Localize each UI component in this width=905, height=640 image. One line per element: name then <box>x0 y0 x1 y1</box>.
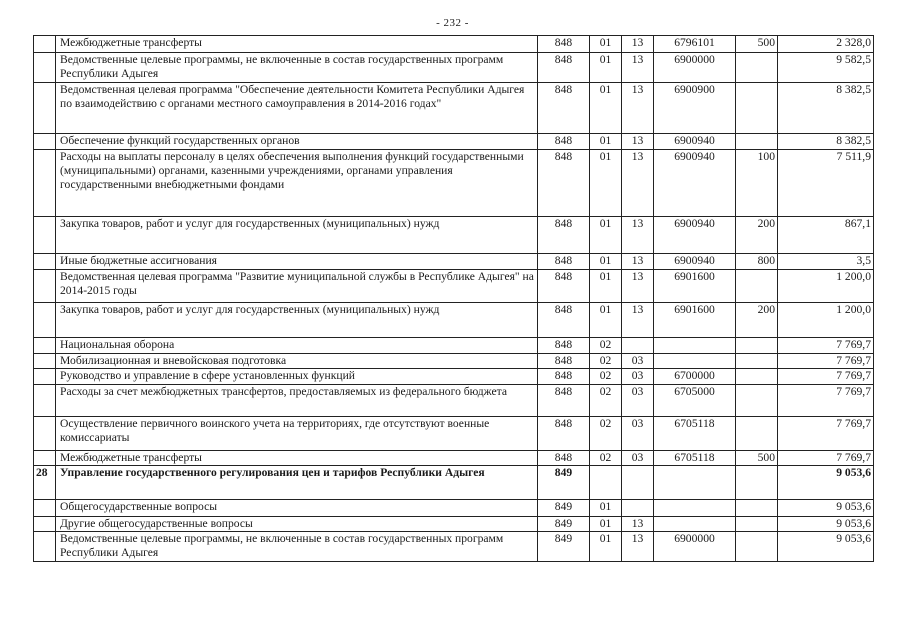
row-number-cell <box>34 303 56 338</box>
expense-type-code-cell <box>736 53 778 83</box>
table-row <box>34 217 874 254</box>
row-number-cell <box>34 369 56 385</box>
item-name-cell: Руководство и управление в сфере установленных функций <box>56 369 538 385</box>
expense-type-code-cell <box>736 134 778 150</box>
expense-type-code-cell <box>736 369 778 385</box>
amount-cell: 9 053,6 <box>778 532 874 562</box>
subsection-code-cell: 03 <box>622 417 654 451</box>
item-name-cell: Ведомственные целевые программы, не включенные в состав государственных программ Республики Адыгея <box>56 532 538 562</box>
row-number-cell <box>34 500 56 517</box>
table-row <box>34 451 874 466</box>
section-code-cell: 01 <box>590 517 622 532</box>
target-article-code-cell: 6901600 <box>654 270 736 303</box>
table-row <box>34 150 874 217</box>
row-number-cell <box>34 150 56 217</box>
target-article-code-cell <box>654 500 736 517</box>
amount-cell: 7 769,7 <box>778 385 874 417</box>
target-article-code-cell: 6900940 <box>654 150 736 217</box>
table-row <box>34 354 874 369</box>
department-code-cell: 848 <box>538 451 590 466</box>
department-code-cell: 848 <box>538 417 590 451</box>
amount-cell: 7 769,7 <box>778 338 874 354</box>
target-article-code-cell: 6700000 <box>654 369 736 385</box>
subsection-code-cell: 13 <box>622 36 654 53</box>
table-row <box>34 500 874 517</box>
item-name-cell: Мобилизационная и вневойсковая подготовка <box>56 354 538 369</box>
expense-type-code-cell <box>736 83 778 134</box>
department-code-cell: 848 <box>538 36 590 53</box>
department-code-cell: 849 <box>538 517 590 532</box>
section-code-cell: 01 <box>590 254 622 270</box>
row-number-cell <box>34 36 56 53</box>
expense-type-code-cell <box>736 466 778 500</box>
expense-type-code-cell <box>736 354 778 369</box>
amount-cell: 9 053,6 <box>778 517 874 532</box>
table-row <box>34 53 874 83</box>
item-name-cell: Управление государственного регулирования цен и тарифов Республики Адыгея <box>56 466 538 500</box>
amount-cell: 8 382,5 <box>778 83 874 134</box>
expense-type-code-cell: 500 <box>736 36 778 53</box>
row-number-cell <box>34 532 56 562</box>
section-code-cell: 01 <box>590 303 622 338</box>
department-code-cell: 848 <box>538 150 590 217</box>
department-code-cell: 848 <box>538 338 590 354</box>
section-code-cell: 02 <box>590 417 622 451</box>
subsection-code-cell: 03 <box>622 451 654 466</box>
department-code-cell: 848 <box>538 217 590 254</box>
subsection-code-cell <box>622 466 654 500</box>
target-article-code-cell: 6900000 <box>654 53 736 83</box>
item-name-cell: Межбюджетные трансферты <box>56 451 538 466</box>
table-row <box>34 270 874 303</box>
department-code-cell: 848 <box>538 254 590 270</box>
expense-type-code-cell: 200 <box>736 217 778 254</box>
item-name-cell: Другие общегосударственные вопросы <box>56 517 538 532</box>
table-row <box>34 83 874 134</box>
table-row <box>34 532 874 562</box>
table-row <box>34 338 874 354</box>
row-number-cell <box>34 451 56 466</box>
table-row <box>34 385 874 417</box>
section-code-cell: 02 <box>590 338 622 354</box>
row-number-cell <box>34 417 56 451</box>
amount-cell: 9 053,6 <box>778 500 874 517</box>
expense-type-code-cell <box>736 532 778 562</box>
department-code-cell: 848 <box>538 53 590 83</box>
subsection-code-cell: 13 <box>622 532 654 562</box>
subsection-code-cell <box>622 500 654 517</box>
section-code-cell: 01 <box>590 83 622 134</box>
item-name-cell: Ведомственная целевая программа "Обеспечение деятельности Комитета Республики Адыгея по взаимодействию с органами местного самоуправления в 2014-2016 годах" <box>56 83 538 134</box>
section-code-cell <box>590 466 622 500</box>
table-row <box>34 369 874 385</box>
subsection-code-cell: 13 <box>622 270 654 303</box>
item-name-cell: Расходы на выплаты персоналу в целях обеспечения выполнения функций государственными (муниципальными) органами, казенными учреждениями, органами управления государственными внебюджетными фондами <box>56 150 538 217</box>
subsection-code-cell: 13 <box>622 150 654 217</box>
department-code-cell: 848 <box>538 354 590 369</box>
amount-cell: 7 769,7 <box>778 369 874 385</box>
amount-cell: 9 053,6 <box>778 466 874 500</box>
amount-cell: 2 328,0 <box>778 36 874 53</box>
subsection-code-cell <box>622 338 654 354</box>
item-name-cell: Общегосударственные вопросы <box>56 500 538 517</box>
section-code-cell: 01 <box>590 134 622 150</box>
section-code-cell: 02 <box>590 354 622 369</box>
department-code-cell: 849 <box>538 532 590 562</box>
department-code-cell: 848 <box>538 83 590 134</box>
expense-type-code-cell <box>736 417 778 451</box>
department-code-cell: 849 <box>538 500 590 517</box>
expense-type-code-cell: 200 <box>736 303 778 338</box>
row-number-cell <box>34 354 56 369</box>
amount-cell: 1 200,0 <box>778 270 874 303</box>
target-article-code-cell <box>654 354 736 369</box>
table-row <box>34 417 874 451</box>
subsection-code-cell: 13 <box>622 517 654 532</box>
item-name-cell: Межбюджетные трансферты <box>56 36 538 53</box>
target-article-code-cell: 6900900 <box>654 83 736 134</box>
section-code-cell: 02 <box>590 451 622 466</box>
row-number-cell <box>34 270 56 303</box>
table-row <box>34 254 874 270</box>
section-code-cell: 01 <box>590 270 622 303</box>
amount-cell: 7 769,7 <box>778 417 874 451</box>
subsection-code-cell: 03 <box>622 369 654 385</box>
table-row <box>34 303 874 338</box>
subsection-code-cell: 03 <box>622 354 654 369</box>
section-code-cell: 01 <box>590 150 622 217</box>
item-name-cell: Ведомственная целевая программа "Развитие муниципальной службы в Республике Адыгея" на 2014-2015 годы <box>56 270 538 303</box>
amount-cell: 7 511,9 <box>778 150 874 217</box>
department-code-cell: 848 <box>538 303 590 338</box>
expense-type-code-cell <box>736 517 778 532</box>
expense-type-code-cell <box>736 270 778 303</box>
subsection-code-cell: 13 <box>622 303 654 338</box>
target-article-code-cell: 6705118 <box>654 451 736 466</box>
row-number-cell <box>34 254 56 270</box>
amount-cell: 8 382,5 <box>778 134 874 150</box>
amount-cell: 1 200,0 <box>778 303 874 338</box>
expense-type-code-cell: 500 <box>736 451 778 466</box>
amount-cell: 867,1 <box>778 217 874 254</box>
table-row <box>34 36 874 53</box>
section-code-cell: 01 <box>590 217 622 254</box>
department-code-cell: 848 <box>538 270 590 303</box>
row-number-cell <box>34 385 56 417</box>
expense-type-code-cell <box>736 500 778 517</box>
row-number-cell <box>34 517 56 532</box>
item-name-cell: Осуществление первичного воинского учета на территориях, где отсутствуют военные комиссариаты <box>56 417 538 451</box>
row-number-cell <box>34 134 56 150</box>
expense-type-code-cell: 800 <box>736 254 778 270</box>
item-name-cell: Обеспечение функций государственных органов <box>56 134 538 150</box>
row-number-cell <box>34 83 56 134</box>
department-code-cell: 849 <box>538 466 590 500</box>
page-number: - 232 - <box>436 17 469 29</box>
expense-type-code-cell <box>736 385 778 417</box>
subsection-code-cell: 13 <box>622 134 654 150</box>
target-article-code-cell: 6796101 <box>654 36 736 53</box>
target-article-code-cell <box>654 338 736 354</box>
item-name-cell: Ведомственные целевые программы, не включенные в состав государственных программ Республики Адыгея <box>56 53 538 83</box>
department-code-cell: 848 <box>538 369 590 385</box>
item-name-cell: Расходы за счет межбюджетных трансфертов, предоставляемых из федерального бюджета <box>56 385 538 417</box>
expense-type-code-cell <box>736 338 778 354</box>
table-row <box>34 466 874 500</box>
subsection-code-cell: 13 <box>622 53 654 83</box>
target-article-code-cell: 6900940 <box>654 254 736 270</box>
subsection-code-cell: 03 <box>622 385 654 417</box>
amount-cell: 7 769,7 <box>778 451 874 466</box>
section-code-cell: 01 <box>590 500 622 517</box>
target-article-code-cell <box>654 517 736 532</box>
department-code-cell: 848 <box>538 134 590 150</box>
table-row <box>34 517 874 532</box>
section-code-cell: 02 <box>590 385 622 417</box>
target-article-code-cell: 6901600 <box>654 303 736 338</box>
section-code-cell: 01 <box>590 36 622 53</box>
section-code-cell: 01 <box>590 532 622 562</box>
target-article-code-cell: 6900940 <box>654 134 736 150</box>
target-article-code-cell: 6900940 <box>654 217 736 254</box>
subsection-code-cell: 13 <box>622 83 654 134</box>
item-name-cell: Закупка товаров, работ и услуг для государственных (муниципальных) нужд <box>56 303 538 338</box>
target-article-code-cell: 6705118 <box>654 417 736 451</box>
row-number-cell <box>34 217 56 254</box>
item-name-cell: Национальная оборона <box>56 338 538 354</box>
subsection-code-cell: 13 <box>622 254 654 270</box>
row-number-cell: 28 <box>34 466 56 500</box>
target-article-code-cell: 6900000 <box>654 532 736 562</box>
row-number-cell <box>34 53 56 83</box>
expense-type-code-cell: 100 <box>736 150 778 217</box>
amount-cell: 7 769,7 <box>778 354 874 369</box>
target-article-code-cell <box>654 466 736 500</box>
amount-cell: 3,5 <box>778 254 874 270</box>
section-code-cell: 01 <box>590 53 622 83</box>
subsection-code-cell: 13 <box>622 217 654 254</box>
amount-cell: 9 582,5 <box>778 53 874 83</box>
item-name-cell: Иные бюджетные ассигнования <box>56 254 538 270</box>
target-article-code-cell: 6705000 <box>654 385 736 417</box>
row-number-cell <box>34 338 56 354</box>
budget-table <box>33 35 874 562</box>
table-row <box>34 134 874 150</box>
section-code-cell: 02 <box>590 369 622 385</box>
department-code-cell: 848 <box>538 385 590 417</box>
item-name-cell: Закупка товаров, работ и услуг для государственных (муниципальных) нужд <box>56 217 538 254</box>
